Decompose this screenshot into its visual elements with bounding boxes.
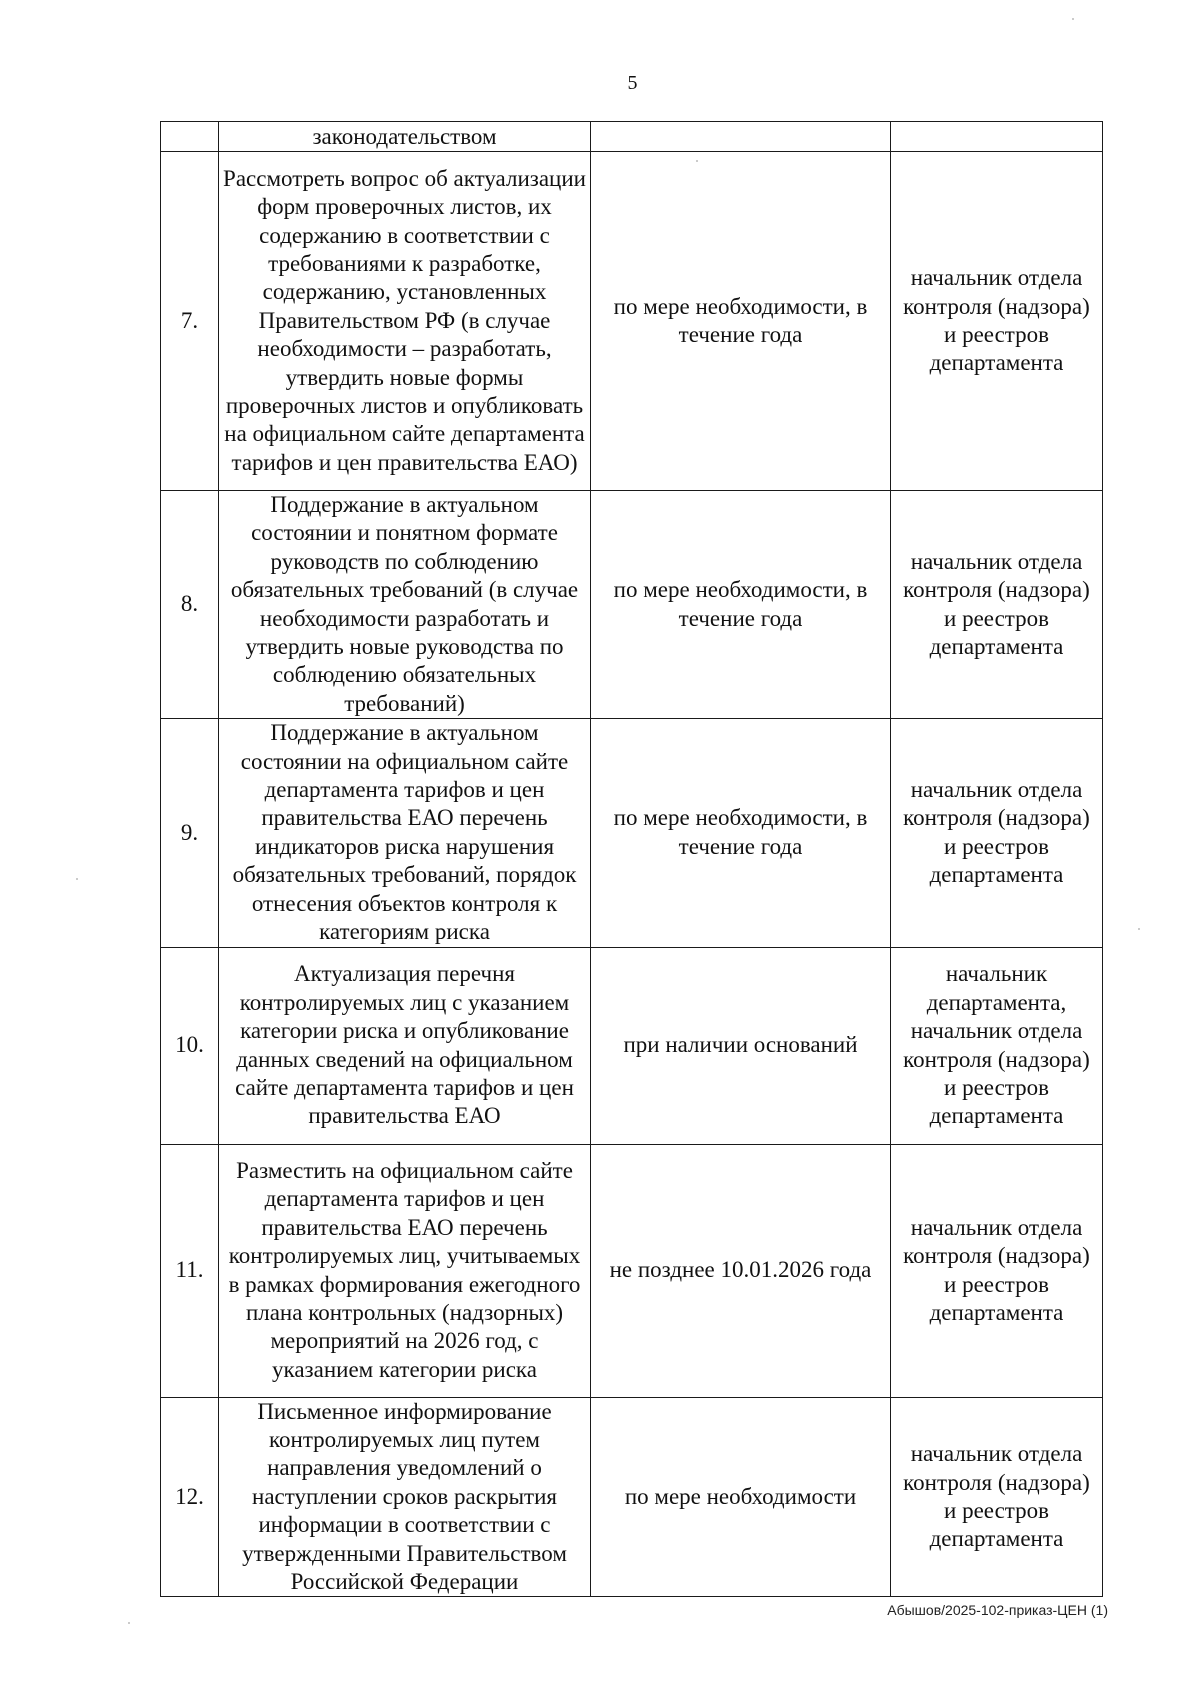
row-number: 11.: [161, 1144, 219, 1397]
row-action: Разместить на официальном сайте департамента тарифов и цен правительства ЕАО перечень контролируемых лиц, учитываемых в рамках формирования ежегодного плана контрольных (надзорных) мероприятий на 2026 год, с указанием категории риска: [219, 1144, 591, 1397]
measures-table: [160, 121, 1103, 1597]
row-action: Рассмотреть вопрос об актуализации форм проверочных листов, их содержанию в соответствии с требованиями к разработке, содержанию, установленных Правительством РФ (в случае необходимости – разработать, утвердить новые формы проверочных листов и опубликовать на официальном сайте департамента тарифов и цен правительства ЕАО): [219, 152, 591, 491]
row-number: 9.: [161, 719, 219, 947]
row-responsible: начальник департамента, начальник отдела контроля (надзора) и реестров департамента: [891, 947, 1103, 1144]
row-action: Поддержание в актуальном состоянии и понятном формате руководств по соблюдению обязательных требований (в случае необходимости разработать и утвердить новые руководства по соблюдению обязательных требований): [219, 491, 591, 719]
row-action: законодательством: [219, 122, 591, 152]
table-row: [161, 152, 1103, 491]
row-responsible: начальник отдела контроля (надзора) и реестров департамента: [891, 719, 1103, 947]
row-term: по мере необходимости, в течение года: [591, 152, 891, 491]
page-number: 5: [627, 72, 638, 94]
row-term: по мере необходимости, в течение года: [591, 719, 891, 947]
row-number: 10.: [161, 947, 219, 1144]
row-action: Актуализация перечня контролируемых лиц с указанием категории риска и опубликование данных сведений на официальном сайте департамента тарифов и цен правительства ЕАО: [219, 947, 591, 1144]
row-number: 8.: [161, 491, 219, 719]
scan-speck: [128, 1622, 130, 1624]
document-id-footer: Абышов/2025-102-приказ-ЦЕН (1): [887, 1602, 1108, 1618]
scan-speck: [1072, 18, 1074, 20]
row-term: [591, 122, 891, 152]
row-term: при наличии оснований: [591, 947, 891, 1144]
table-row-continuation: [161, 122, 1103, 152]
table-row: [161, 491, 1103, 719]
row-action: Поддержание в актуальном состоянии на официальном сайте департамента тарифов и цен правительства ЕАО перечень индикаторов риска нарушения обязательных требований, порядок отнесения объектов контроля к категориям риска: [219, 719, 591, 947]
row-responsible: начальник отдела контроля (надзора) и реестров департамента: [891, 152, 1103, 491]
row-number: 12.: [161, 1397, 219, 1597]
row-responsible: начальник отдела контроля (надзора) и реестров департамента: [891, 1144, 1103, 1397]
row-responsible: начальник отдела контроля (надзора) и реестров департамента: [891, 491, 1103, 719]
scan-speck: [1138, 928, 1140, 930]
table-row: [161, 719, 1103, 947]
table-row: [161, 1144, 1103, 1397]
row-action: Письменное информирование контролируемых лиц путем направления уведомлений о наступлении сроков раскрытия информации в соответствии с утвержденными Правительством Российской Федерации: [219, 1397, 591, 1597]
row-term: по мере необходимости, в течение года: [591, 491, 891, 719]
row-responsible: начальник отдела контроля (надзора) и реестров департамента: [891, 1397, 1103, 1597]
scan-speck: [76, 878, 78, 880]
row-term: по мере необходимости: [591, 1397, 891, 1597]
table-row: [161, 1397, 1103, 1597]
row-responsible: [891, 122, 1103, 152]
row-term: не позднее 10.01.2026 года: [591, 1144, 891, 1397]
table-row: [161, 947, 1103, 1144]
scan-speck: [696, 160, 698, 162]
row-number: 7.: [161, 152, 219, 491]
row-number: [161, 122, 219, 152]
